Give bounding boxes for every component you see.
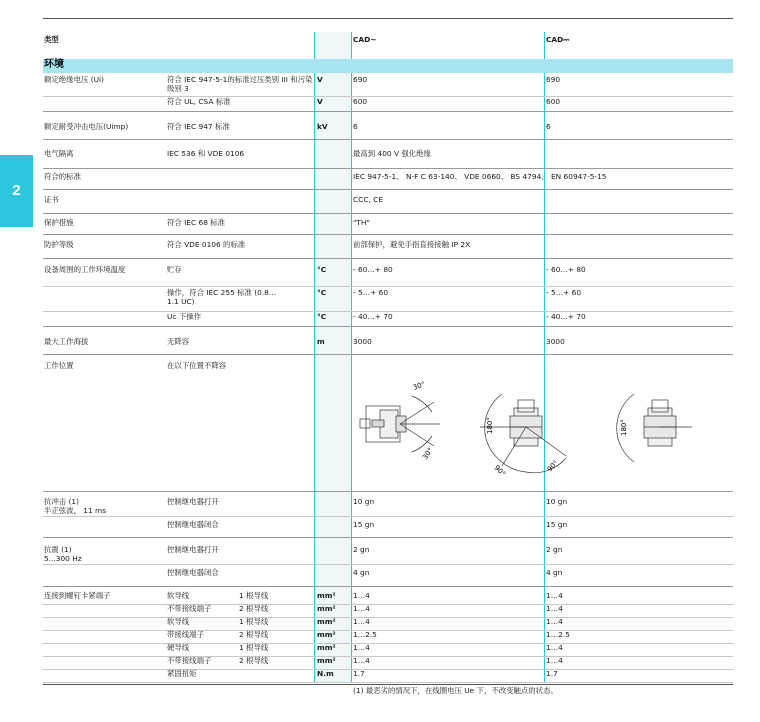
row-condition: 控制继电器闭合 xyxy=(167,568,219,577)
table-row xyxy=(43,74,733,97)
row-unit: °C xyxy=(317,265,327,274)
row-label: 抗冲击 (1) xyxy=(44,497,79,506)
table-row xyxy=(43,567,733,587)
row-label: 最大工作海拔 xyxy=(44,337,89,346)
ac-value: - 5…+ 60 xyxy=(353,288,389,297)
row-condition: IEC 536 和 VDE 0106 xyxy=(167,149,245,158)
dc-value: 1…4 xyxy=(546,643,563,652)
col-dc-header: CAD⎓ xyxy=(546,35,570,44)
ac-value: - 60…+ 80 xyxy=(353,265,393,274)
table-row xyxy=(43,121,733,140)
angle-label: 180° xyxy=(620,419,628,436)
row-unit: V xyxy=(317,75,323,84)
row-label: 设备周围的工作环境温度 xyxy=(44,265,126,274)
row-unit: °C xyxy=(317,312,327,321)
ac-value: 10 gn xyxy=(353,497,375,506)
terminal-row xyxy=(43,657,733,670)
conductor-count: 2 根导线 xyxy=(239,630,269,639)
row-label: 符合的标准 xyxy=(44,172,81,181)
row-label: 连接到螺钉卡紧端子 xyxy=(44,591,111,600)
ac-value: 600 xyxy=(353,97,368,106)
row-condition: 控制继电器打开 xyxy=(167,545,219,554)
mounting-position-diagram xyxy=(352,372,732,482)
conductor-count: 1 根导线 xyxy=(239,643,269,652)
footnote: (1) 最恶劣的情况下，在线圈电压 Ue 下，不改变触点的状态。 xyxy=(353,686,558,695)
row-label: 工作位置 xyxy=(44,361,74,370)
section-title: 环境 xyxy=(44,59,64,70)
row-condition: 符合 VDE 0106 的标准 xyxy=(167,240,246,249)
dc-value: 10 gn xyxy=(546,497,568,506)
row-condition: 符合 IEC 947 标准 xyxy=(167,122,230,131)
dc-value: 1…4 xyxy=(546,604,563,613)
ac-value: 15 gn xyxy=(353,520,375,529)
angle-label: 90° xyxy=(545,458,561,474)
conductor-type: 软导线 xyxy=(167,591,190,600)
merged-value: 最高到 400 V 强化绝缘 xyxy=(353,149,431,158)
dc-value: 15 gn xyxy=(546,520,568,529)
dc-value: 690 xyxy=(546,75,561,84)
row-condition: Uc 下操作 xyxy=(167,312,201,321)
row-condition: 无降容 xyxy=(167,337,190,346)
row-unit: N.m xyxy=(317,669,334,678)
angle-label: 180° xyxy=(486,417,494,434)
table-row xyxy=(43,148,733,169)
ac-value: 2 gn xyxy=(353,545,370,554)
row-unit: kV xyxy=(317,122,328,131)
dc-value: 1…4 xyxy=(546,617,563,626)
angle-label: 30° xyxy=(421,446,435,462)
row-label-sub: 5...300 Hz xyxy=(44,554,82,563)
top-rule xyxy=(43,18,733,19)
ac-value: 1…4 xyxy=(353,591,370,600)
row-label-sub: 半正弦波， 11 ms xyxy=(44,506,107,515)
dc-value: 3000 xyxy=(546,337,565,346)
table-row xyxy=(43,336,733,355)
merged-value: 前部保护，避免手指直接接触 IP 2X xyxy=(353,240,471,249)
table-row xyxy=(43,264,733,287)
terminal-row xyxy=(43,670,733,683)
row-label: 抗震 (1) xyxy=(44,545,72,554)
diagram-tilt-30 xyxy=(360,396,440,452)
row-unit: mm² xyxy=(317,617,336,626)
table-row xyxy=(43,171,733,190)
row-condition: 贮存 xyxy=(167,265,182,274)
table-row xyxy=(43,519,733,538)
table-row xyxy=(43,496,733,517)
table-row xyxy=(43,217,733,235)
col-ac-header: CAD∼ xyxy=(353,35,377,44)
table-row xyxy=(43,96,733,112)
row-unit: mm² xyxy=(317,591,336,600)
angle-label: 30° xyxy=(411,380,427,392)
dc-value: 4 gn xyxy=(546,568,563,577)
ac-value: 6 xyxy=(353,122,358,131)
conductor-type: 不带接线端子 xyxy=(167,656,212,665)
terminal-row xyxy=(43,631,733,644)
conductor-type: 软导线 xyxy=(167,617,190,626)
row-unit: V xyxy=(317,97,323,106)
row-condition: 符合 UL, CSA 标准 xyxy=(167,97,231,106)
terminal-row xyxy=(43,605,733,618)
ac-value: 1.7 xyxy=(353,669,365,678)
terminal-row xyxy=(43,618,733,631)
dc-value: - 60…+ 80 xyxy=(546,265,586,274)
dc-value: - 40…+ 70 xyxy=(546,312,586,321)
dc-value: 1…2.5 xyxy=(546,630,570,639)
row-condition: 控制继电器闭合 xyxy=(167,520,219,529)
conductor-count: 1 根导线 xyxy=(239,617,269,626)
section-environment xyxy=(43,59,733,73)
dc-value: 1.7 xyxy=(546,669,558,678)
row-unit: mm² xyxy=(317,656,336,665)
table-row xyxy=(43,544,733,565)
chapter-tab: 2 xyxy=(0,155,33,227)
ac-value: 3000 xyxy=(353,337,372,346)
row-condition: 控制继电器打开 xyxy=(167,497,219,506)
ac-value: 1…4 xyxy=(353,656,370,665)
row-condition: 操作，符合 IEC 255 标准 (0.8…1.1 UC) xyxy=(167,288,277,306)
row-unit: m xyxy=(317,337,325,346)
dc-value: 1…4 xyxy=(546,656,563,665)
angle-label: 90° xyxy=(492,463,508,479)
row-unit: mm² xyxy=(317,630,336,639)
row-label: 电气隔离 xyxy=(44,149,74,158)
ac-value: 1…4 xyxy=(353,617,370,626)
row-unit: mm² xyxy=(317,643,336,652)
ac-value: 1…2.5 xyxy=(353,630,377,639)
merged-value: "TH" xyxy=(353,218,370,227)
row-condition: 符合 IEC 947-5-1的标准过压类别 III 和污染级别 3 xyxy=(167,75,313,93)
merged-value: CCC, CE xyxy=(353,195,384,204)
header-row xyxy=(43,34,733,54)
dc-value: - 5…+ 60 xyxy=(546,288,582,297)
conductor-type: 硬导线 xyxy=(167,643,190,652)
table-row xyxy=(43,194,733,214)
mounting-position-diagram xyxy=(352,372,732,482)
dc-value: 6 xyxy=(546,122,551,131)
ac-value: 1…4 xyxy=(353,604,370,613)
row-label: 额定绝缘电压 (Ui) xyxy=(44,75,104,84)
dc-value: 2 gn xyxy=(546,545,563,554)
row-unit: °C xyxy=(317,288,327,297)
merged-value: IEC 947-5-1、 N-F C 63-140、 VDE 0660、 BS 4794、 EN 60947-5-15 xyxy=(353,172,607,181)
table-row xyxy=(43,287,733,312)
table-row xyxy=(43,312,733,327)
row-label: 证书 xyxy=(44,195,59,204)
conductor-type: 紧固扭矩 xyxy=(167,669,197,678)
row-condition: 符合 IEC 68 标准 xyxy=(167,218,226,227)
table-row xyxy=(43,239,733,259)
row-condition: 在以下位置不降容 xyxy=(167,361,227,370)
conductor-type: 带接线端子 xyxy=(167,630,204,639)
row-label: 保护措施 xyxy=(44,218,74,227)
row-unit: mm² xyxy=(317,604,336,613)
ac-value: 4 gn xyxy=(353,568,370,577)
conductor-count: 2 根导线 xyxy=(239,604,269,613)
ac-value: 1…4 xyxy=(353,643,370,652)
terminal-row xyxy=(43,592,733,605)
bottom-rule xyxy=(43,683,733,685)
conductor-count: 1 根导线 xyxy=(239,591,269,600)
terminal-row xyxy=(43,644,733,657)
ac-value: - 40…+ 70 xyxy=(353,312,393,321)
dc-value: 1…4 xyxy=(546,591,563,600)
row-label: 额定耐受冲击电压(Uimp) xyxy=(44,122,129,131)
dc-value: 600 xyxy=(546,97,561,106)
type-label: 类型 xyxy=(44,35,59,44)
conductor-type: 不带接线端子 xyxy=(167,604,212,613)
conductor-count: 2 根导线 xyxy=(239,656,269,665)
row-label: 防护等级 xyxy=(44,240,74,249)
ac-value: 690 xyxy=(353,75,368,84)
